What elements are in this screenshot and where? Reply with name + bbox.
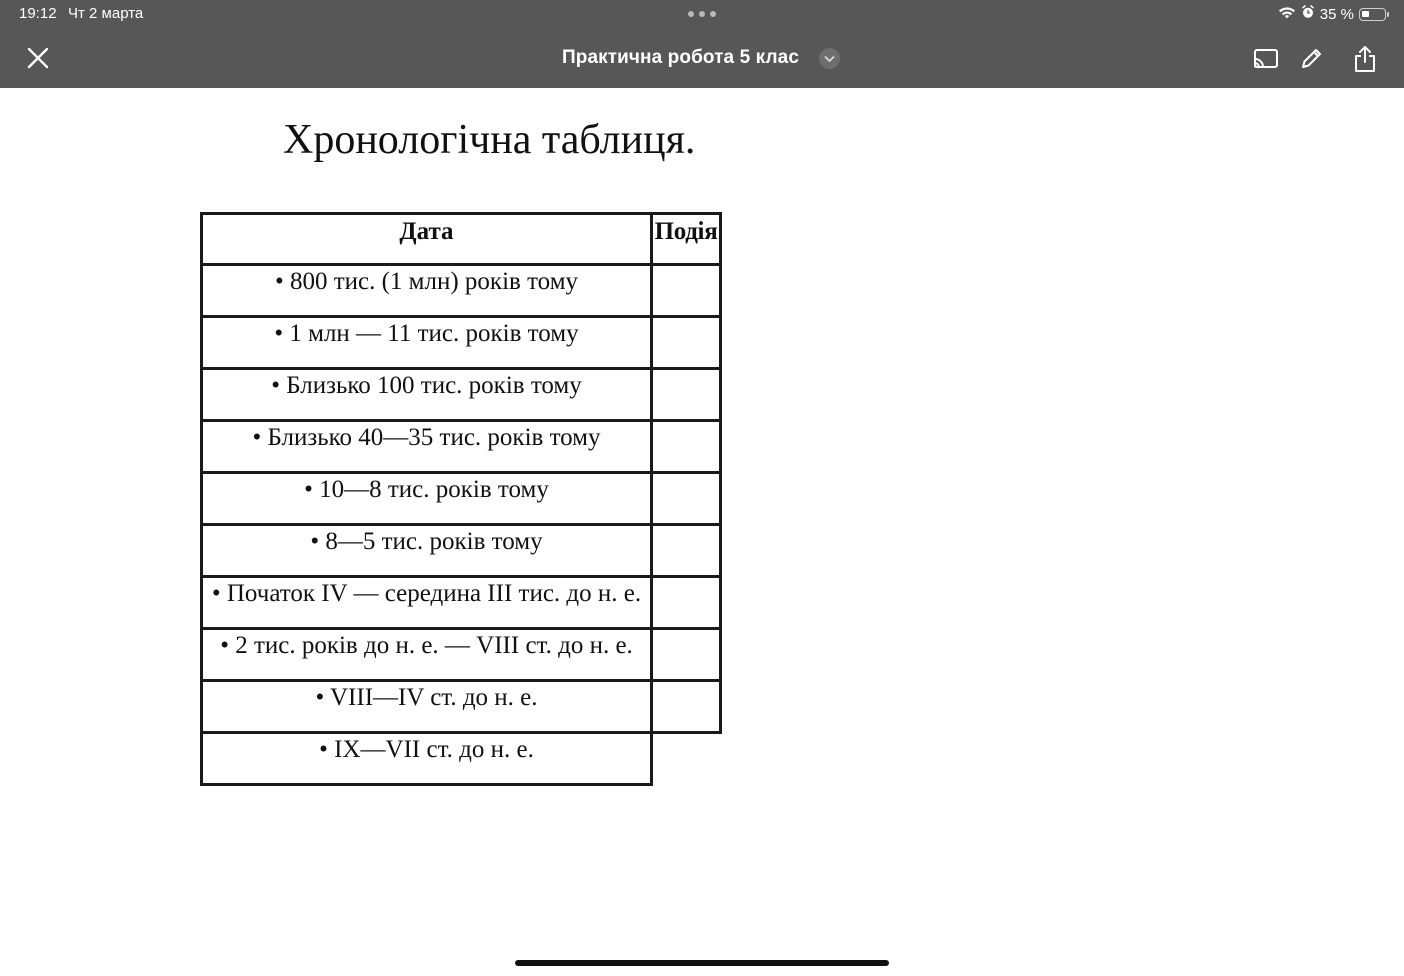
table-row: [202, 369, 721, 421]
event-cell: [652, 629, 721, 681]
event-cell: [652, 681, 721, 733]
close-icon: [27, 47, 49, 69]
table-row: [202, 317, 721, 369]
event-cell: [652, 317, 721, 369]
share-button[interactable]: [1350, 44, 1380, 74]
top-bar: [0, 0, 1404, 88]
document-title[interactable]: Практична робота 5 клас: [562, 47, 799, 68]
date-cell: • Близько 100 тис. років тому: [202, 369, 652, 421]
date-cell: • Близько 40—35 тис. років тому: [202, 421, 652, 473]
edit-button[interactable]: [1296, 44, 1326, 74]
table-row: [202, 473, 721, 525]
empty-cell: [652, 733, 721, 785]
event-cell: [652, 265, 721, 317]
pencil-icon: [1298, 46, 1324, 72]
battery-text: 35 %: [1319, 5, 1354, 23]
chronology-table: [200, 212, 722, 786]
event-cell: [652, 421, 721, 473]
table-row: [202, 265, 721, 317]
date-cell: • 10—8 тис. років тому: [202, 473, 652, 525]
date-cell: • IX—VII ст. до н. е.: [202, 733, 652, 785]
table-row: [202, 733, 721, 785]
header-date: Дата: [202, 214, 652, 265]
table-header-row: [202, 214, 721, 265]
title-menu-button[interactable]: [819, 48, 840, 69]
alarm-icon: [1301, 5, 1315, 23]
chevron-down-icon: [824, 55, 835, 63]
date-cell: • 8—5 тис. років тому: [202, 525, 652, 577]
event-cell: [652, 525, 721, 577]
cast-button[interactable]: [1251, 44, 1281, 74]
date-cell: • 800 тис. (1 млн) років тому: [202, 265, 652, 317]
date-cell: • 2 тис. років до н. е. — VIII ст. до н. е.: [202, 629, 652, 681]
cast-icon: [1253, 48, 1279, 70]
close-button[interactable]: [24, 44, 52, 72]
header-event: Подія: [652, 214, 721, 265]
event-cell: [652, 473, 721, 525]
date-cell: • Початок IV — середина III тис. до н. е.: [202, 577, 652, 629]
event-cell: [652, 577, 721, 629]
table-row: [202, 577, 721, 629]
battery-icon: [1359, 8, 1386, 21]
date-cell: • 1 млн — 11 тис. років тому: [202, 317, 652, 369]
status-date: Чт 2 марта: [68, 5, 144, 22]
date-cell: • VIII—IV ст. до н. е.: [202, 681, 652, 733]
table-row: [202, 681, 721, 733]
table-row: [202, 629, 721, 681]
multitasking-dots-icon[interactable]: [688, 11, 716, 17]
share-icon: [1352, 45, 1378, 73]
table-row: [202, 525, 721, 577]
home-indicator[interactable]: [515, 960, 889, 966]
status-time: 19:12: [19, 5, 57, 22]
status-right: [1278, 4, 1386, 24]
event-cell: [652, 369, 721, 421]
table-row: [202, 421, 721, 473]
wifi-icon: [1278, 5, 1296, 23]
document-heading: Хронологічна таблиця.: [283, 117, 696, 163]
